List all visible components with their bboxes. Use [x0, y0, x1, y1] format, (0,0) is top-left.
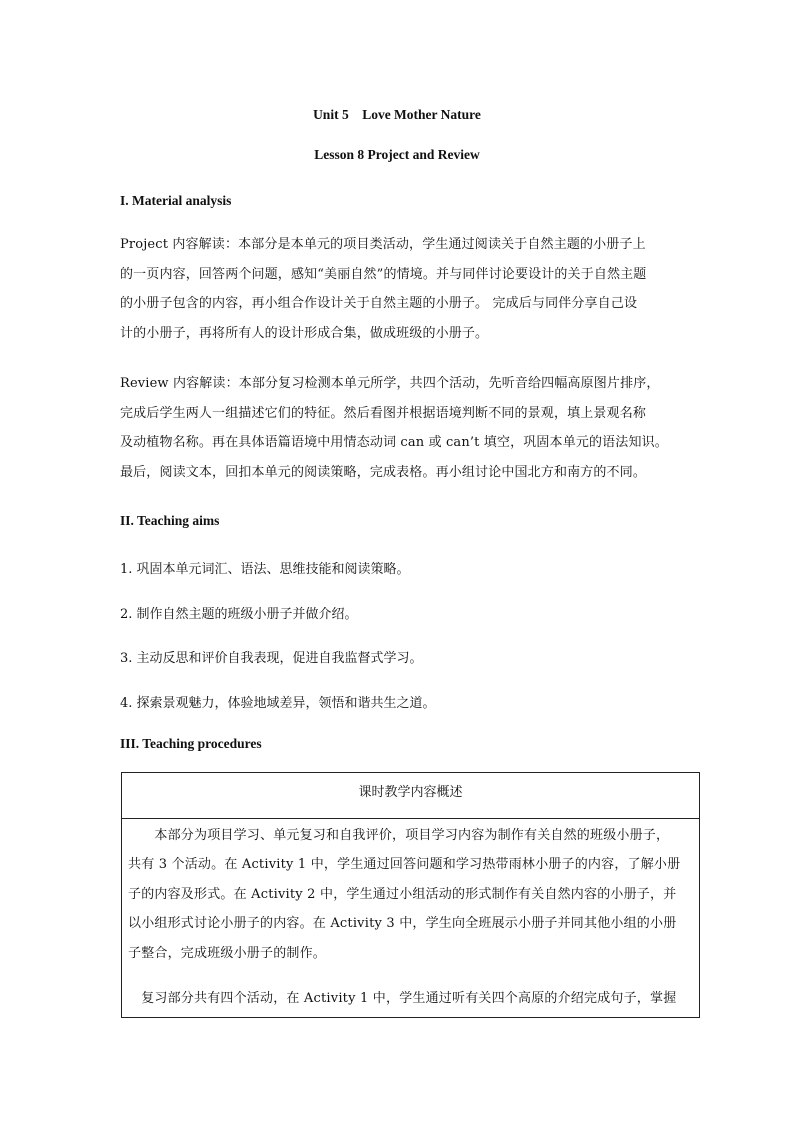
aim-item: 2. 制作自然主题的班级小册子并做介绍。 — [120, 607, 358, 622]
document-subtitle: Lesson 8 Project and Review — [314, 147, 480, 162]
table-line: 以小组形式讨论小册子的内容。在 Activity 3 中，学生向全班展示小册子并同其他小组的小册 — [128, 916, 677, 932]
table-line: 子的内容及形式。在 Activity 2 中，学生通过小组活动的形式制作有关自然内容的小册子，并 — [128, 886, 677, 902]
table-line: 本部分为项目学习、单元复习和自我评价，项目学习内容为制作有关自然的班级小册子， — [128, 828, 670, 843]
aim-item: 3. 主动反思和评价自我表现，促进自我监督式学习。 — [120, 651, 423, 666]
paragraph-line: Review 内容解读：本部分复习检测本单元所学，共四个活动，先听音给四幅高原图片排序， — [120, 376, 660, 391]
table-body-cell — [128, 821, 694, 1013]
paragraph-line: 及动植物名称。再在具体语篇语境中用情态动词 can 或 can’t 填空，巩固本单元的语法知识。 — [120, 435, 668, 450]
document-title: Unit 5 Love Mother Nature — [313, 107, 481, 122]
project-paragraph — [120, 230, 692, 348]
table-header-cell: 课时教学内容概述 — [122, 773, 699, 819]
paragraph-line: 最后，阅读文本，回扣本单元的阅读策略，完成表格。再小组讨论中国北方和南方的不同。 — [120, 464, 647, 480]
table-line: 子整合，完成班级小册子的制作。 — [128, 945, 327, 961]
paragraph-line: 完成后学生两人一组描述它们的特征。然后看图并根据语境判断不同的景观，填上景观名称 — [120, 405, 647, 421]
table-line: 复习部分共有四个活动，在 Activity 1 中，学生通过听有关四个高原的介绍完成句子，掌握 — [128, 991, 677, 1007]
paragraph-line: 的一页内容，回答两个问题，感知“美丽自然”的情境。并与同伴讨论要设计的关于自然主题 — [120, 266, 647, 282]
aim-item: 1. 巩固本单元词汇、语法、思维技能和阅读策略。 — [120, 562, 410, 577]
section-heading-material-analysis: I. Material analysis — [120, 193, 232, 208]
paragraph-line: 的小册子包含的内容，再小组合作设计关于自然主题的小册子。 完成后与同伴分享自己设 — [120, 296, 638, 311]
section-heading-teaching-procedures: III. Teaching procedures — [120, 736, 262, 751]
aim-item: 4. 探索景观魅力，体验地域差异，领悟和谐共生之道。 — [120, 696, 436, 711]
section-heading-teaching-aims: II. Teaching aims — [120, 513, 220, 528]
paragraph-line: Project 内容解读：本部分是本单元的项目类活动，学生通过阅读关于自然主题的小册子上 — [120, 237, 646, 252]
content-overview-table — [121, 772, 700, 1018]
table-line: 共有 3 个活动。在 Activity 1 中，学生通过回答问题和学习热带雨林小册子的内容，了解小册 — [128, 857, 681, 873]
paragraph-line: 计的小册子，再将所有人的设计形成合集，做成班级的小册子。 — [120, 325, 489, 341]
review-paragraph — [120, 369, 692, 487]
